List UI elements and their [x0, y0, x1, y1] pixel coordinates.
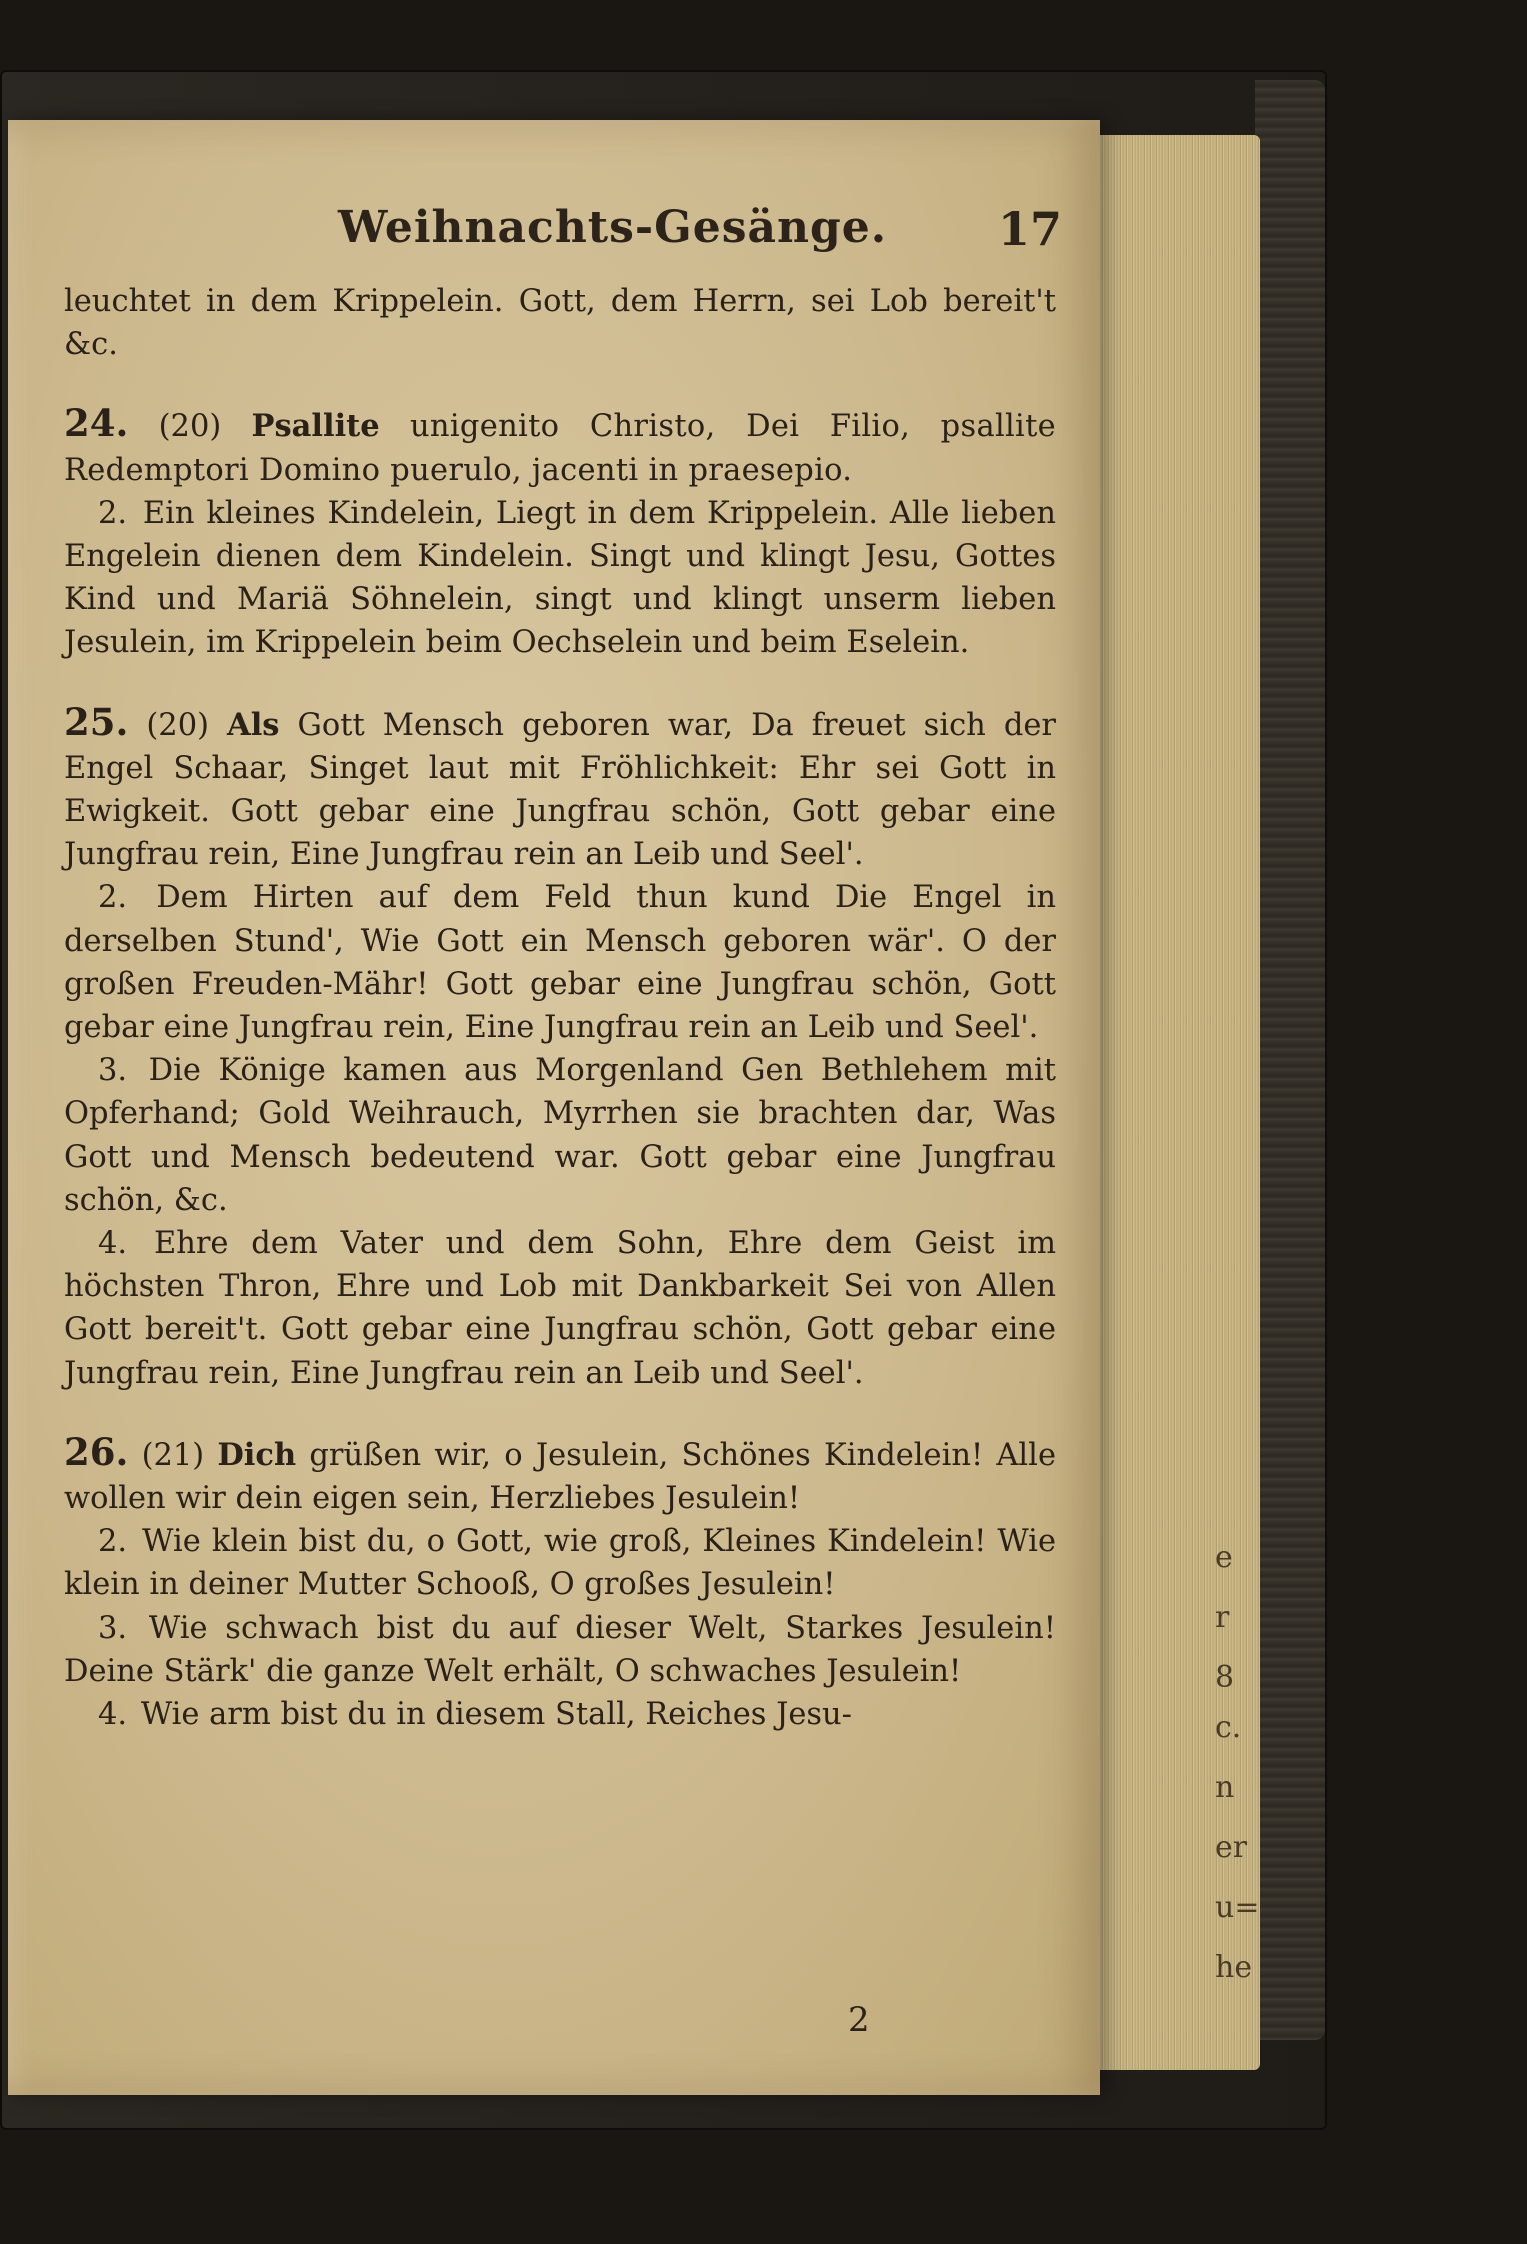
- hymn-26: [64, 1431, 1056, 1520]
- hymn-first-word: Dich: [217, 1436, 297, 1473]
- edge-mark: r: [1215, 1600, 1230, 1635]
- page-header: [8, 202, 1100, 262]
- verse-number: 3.: [98, 1610, 128, 1646]
- hymn-25: [64, 701, 1056, 877]
- page-body: [64, 280, 1056, 1736]
- verse: [64, 1520, 1056, 1606]
- verse-text: Dem Hirten auf dem Feld thun kund Die Engel in derselben Stund', Wie Gott ein Mensch geboren wär'. O der großen Freuden-Mähr! Gott gebar eine Jungfrau schön, Gott gebar eine Jungfrau rein, Eine Jungfrau rein an Leib und Seel'.: [64, 880, 1056, 1046]
- verse-number: 4.: [98, 1226, 128, 1262]
- continuation-text: leuchtet in dem Krippelein. Gott, dem Herrn, sei Lob bereit't &c.: [64, 284, 1056, 363]
- running-title: Weihnachts-Gesänge.: [338, 202, 888, 253]
- edge-mark: n: [1215, 1770, 1235, 1805]
- hymn-ref: (20): [146, 707, 210, 743]
- hymn-first-word: Psallite: [251, 408, 380, 445]
- book-spine: [1255, 80, 1325, 2040]
- book-page: [8, 120, 1100, 2095]
- edge-mark: c.: [1215, 1710, 1242, 1745]
- verse-text: Ehre dem Vater und dem Sohn, Ehre dem Geist im höchsten Thron, Ehre und Lob mit Dankbarkeit Sei von Allen Gott bereit't. Gott gebar eine Jungfrau schön, Gott gebar eine Jungfrau rein, Eine Jungfrau rein an Leib und Seel'.: [64, 1226, 1056, 1391]
- hymn-text: grüßen wir, o Jesulein, Schönes Kindelein! Alle wollen wir dein eigen sein, Herzliebes Jesulein!: [64, 1437, 1056, 1517]
- verse-number: 3.: [98, 1053, 128, 1089]
- hymn-text: unigenito Christo, Dei Filio, psallite Redemptori Domino puerulo, jacenti in praesepio.: [64, 409, 1057, 488]
- edge-mark: 8: [1215, 1660, 1235, 1695]
- page-number: 17: [998, 202, 1063, 256]
- verse: [64, 1049, 1056, 1222]
- edge-mark: e: [1215, 1540, 1233, 1575]
- hymn-ref: (21): [141, 1437, 205, 1473]
- verse-text: Die Könige kamen aus Morgenland Gen Bethlehem mit Opferhand; Gold Weihrauch, Myrrhen sie brachten dar, Was Gott und Mensch bedeutend war. Gott gebar eine Jungfrau schön, &c.: [64, 1053, 1056, 1218]
- verse-text: Ein kleines Kindelein, Liegt in dem Krippelein. Alle lieben Engelein dienen dem Kindelein. Singt und klingt Jesu, Gottes Kind und Mariä Söhnelein, singt und klingt unserm lieben Jesulein, im Krippelein beim Oechselein und beim Eselein.: [64, 495, 1056, 661]
- signature-mark: 2: [848, 2000, 870, 2040]
- verse-number: 2.: [98, 1524, 128, 1560]
- verse-number: 2.: [98, 495, 128, 531]
- hymn-ref: (20): [158, 409, 222, 445]
- hymn-number: 26.: [64, 1429, 129, 1474]
- hymn-number: 24.: [64, 401, 129, 446]
- verse: [64, 1693, 1056, 1736]
- verse-text: Wie klein bist du, o Gott, wie groß, Kleines Kindelein! Wie klein in deiner Mutter Schooß, O großes Jesulein!: [64, 1524, 1056, 1603]
- verse-text: Wie arm bist du in diesem Stall, Reiches Jesu-: [140, 1697, 852, 1733]
- hymn-text: Gott Mensch geboren war, Da freuet sich der Engel Schaar, Singet laut mit Fröhlichkeit: Ehr sei Gott in Ewigkeit. Gott gebar eine Jungfrau schön, Gott gebar eine Jungfrau rein, Eine Jungfrau rein an Leib und Seel'.: [64, 707, 1056, 873]
- hymn-number: 25.: [64, 699, 129, 744]
- verse: [64, 1222, 1056, 1395]
- hymn-first-word: Als: [227, 706, 280, 743]
- hymn-24: [64, 402, 1056, 491]
- verse: [64, 1607, 1056, 1693]
- edge-mark: u=: [1215, 1890, 1260, 1925]
- edge-mark: he: [1215, 1950, 1253, 1985]
- edge-mark: er: [1215, 1830, 1248, 1865]
- verse: [64, 492, 1056, 665]
- verse-number: 2.: [98, 880, 128, 916]
- verse-number: 4.: [98, 1697, 128, 1733]
- verse-text: Wie schwach bist du auf dieser Welt, Starkes Jesulein! Deine Stärk' die ganze Welt erhält, O schwaches Jesulein!: [64, 1610, 1056, 1689]
- verse: [64, 876, 1056, 1049]
